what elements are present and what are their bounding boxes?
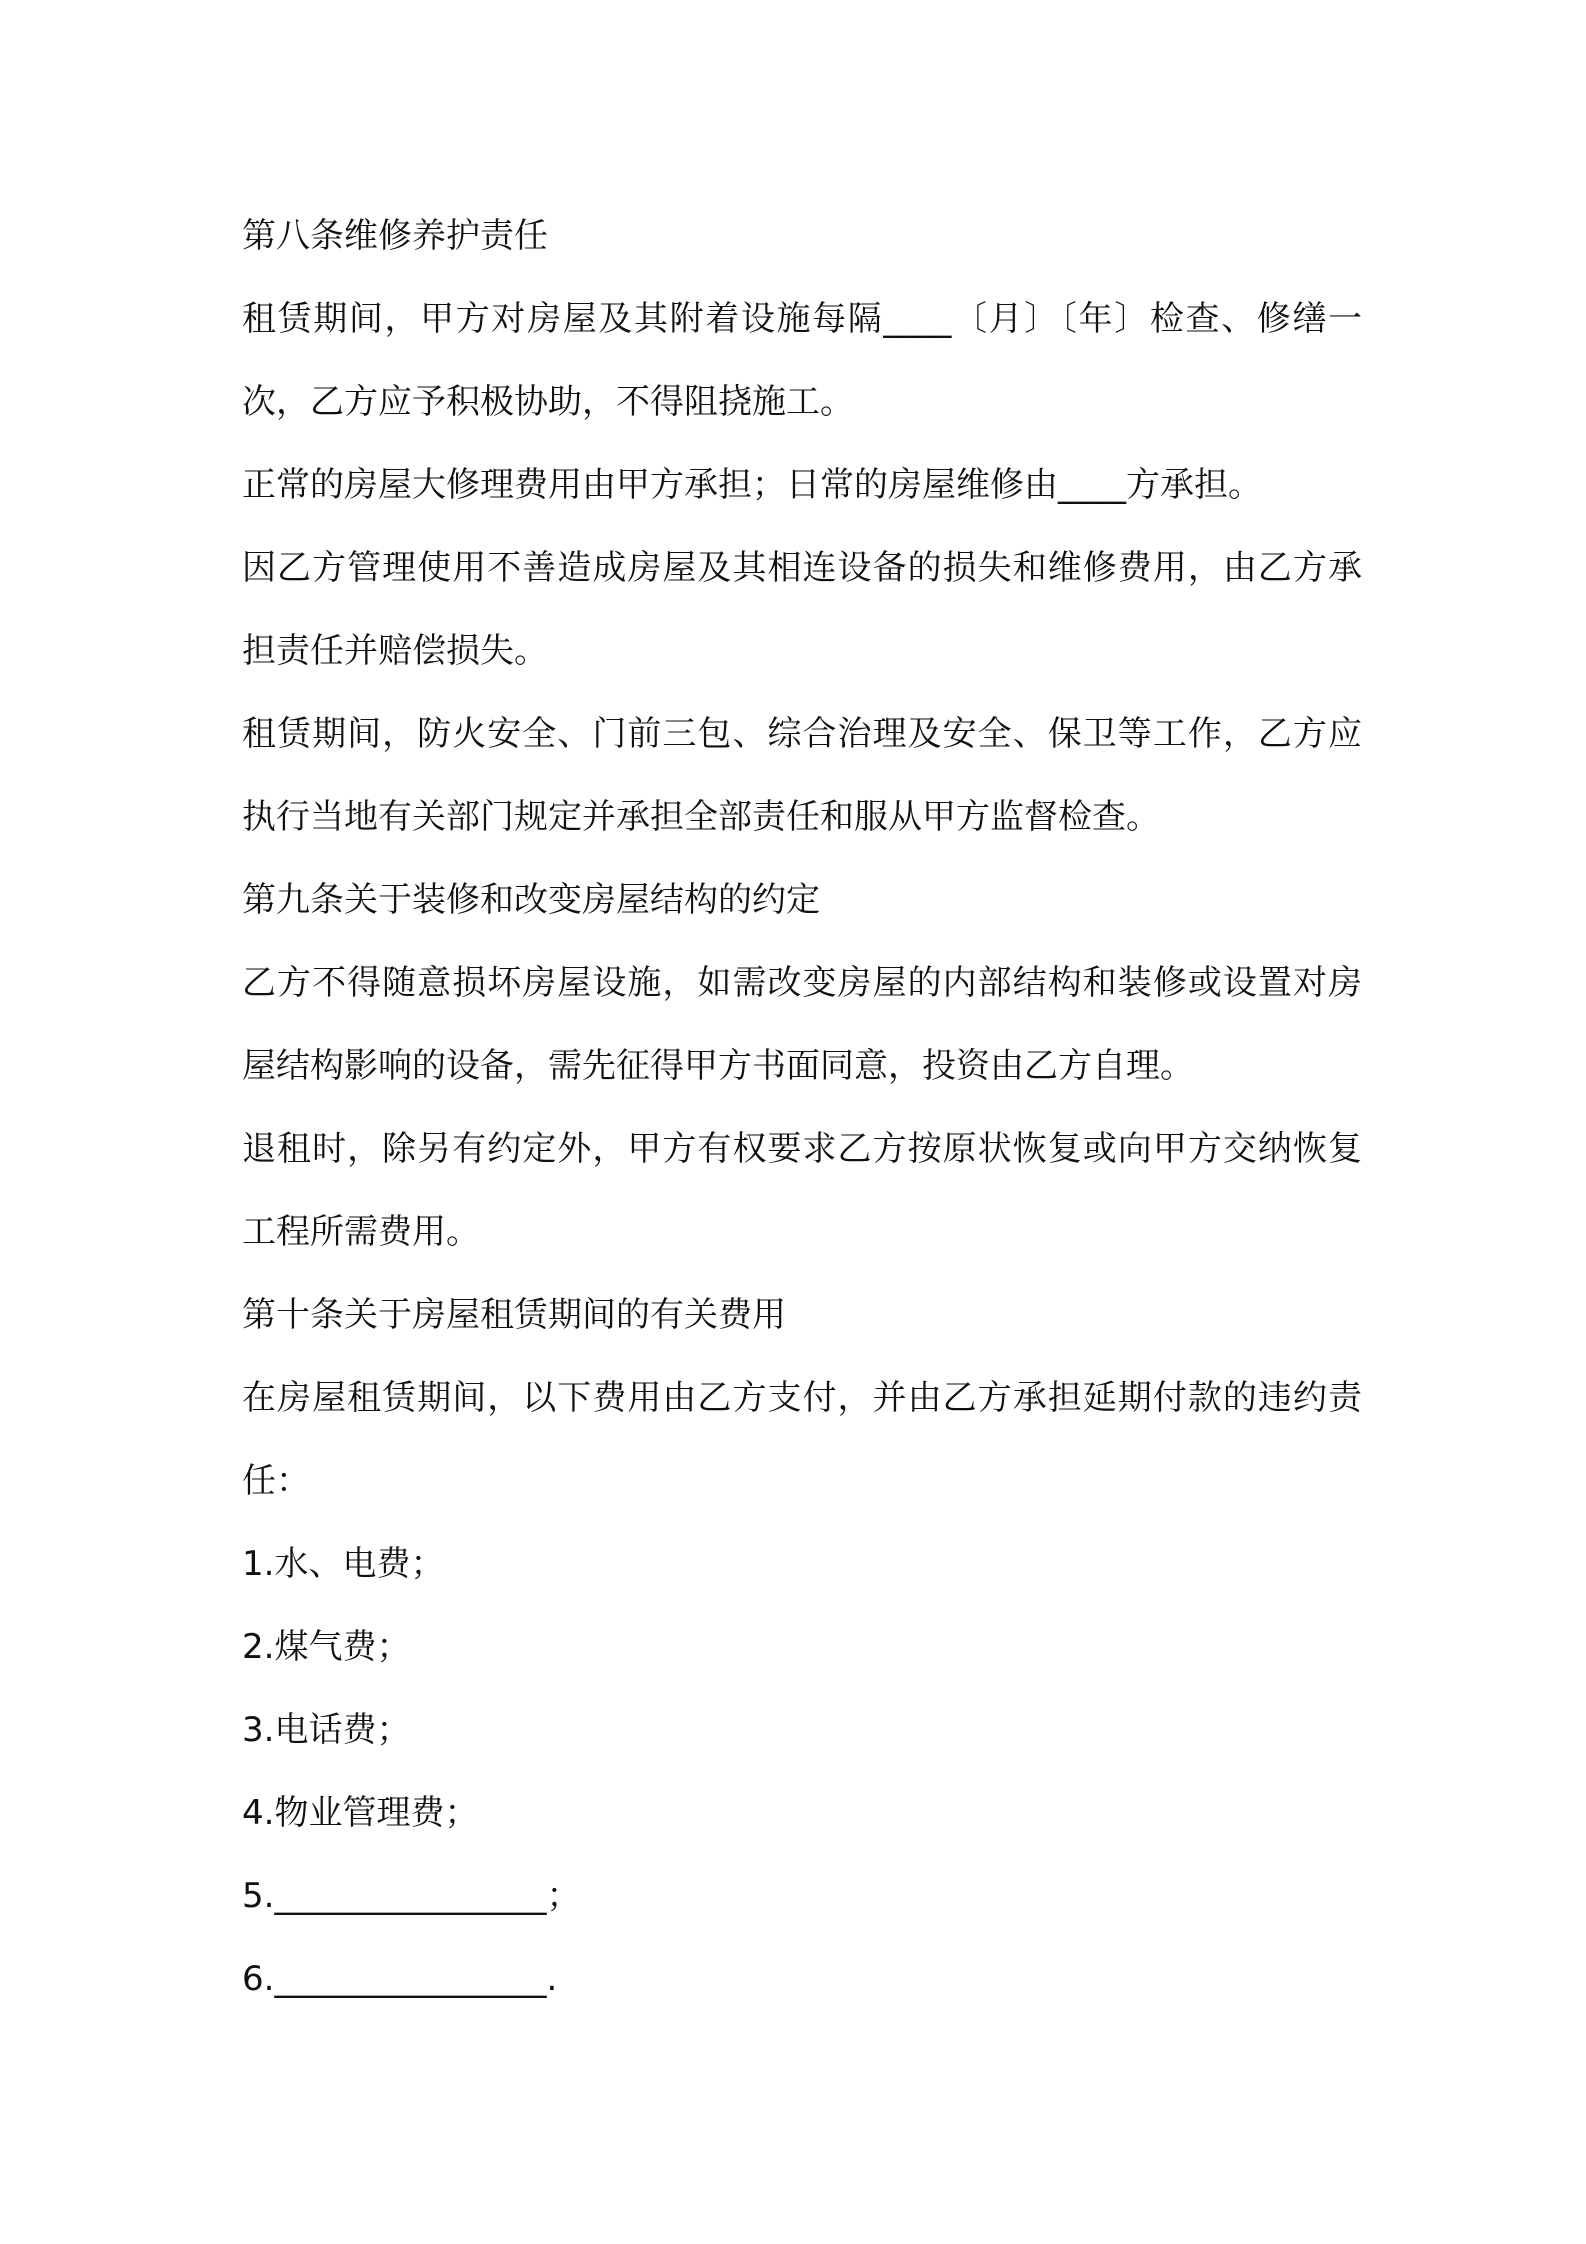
fee-list-item-blank: 6.________________. — [242, 1959, 558, 1999]
article-8-paragraph-safety: 租赁期间，防火安全、门前三包、综合治理及安全、保卫等工作，乙方应执行当地有关部门规定并承担全部责任和服从甲方监督检查。 — [242, 714, 1362, 837]
fee-list-item: 1.水、电费； — [242, 1544, 445, 1584]
article-8-paragraph-damage-liability: 因乙方管理使用不善造成房屋及其相连设备的损失和维修费用，由乙方承担责任并赔偿损失。 — [242, 548, 1362, 671]
fee-list-item: 4.物业管理费； — [242, 1793, 479, 1833]
article-10-heading: 第十条关于房屋租赁期间的有关费用 — [242, 1295, 786, 1335]
article-8-heading: 第八条维修养护责任 — [242, 216, 548, 256]
article-10-paragraph-fees: 在房屋租赁期间，以下费用由乙方支付，并由乙方承担延期付款的违约责任： — [242, 1378, 1362, 1501]
article-9-paragraph-restoration: 退租时，除另有约定外，甲方有权要求乙方按原状恢复或向甲方交纳恢复工程所需费用。 — [242, 1129, 1362, 1252]
fee-list-item: 3.电话费； — [242, 1710, 411, 1750]
article-8-paragraph-repair-costs: 正常的房屋大修理费用由甲方承担；日常的房屋维修由____方承担。 — [242, 465, 1262, 505]
article-9-heading: 第九条关于装修和改变房屋结构的约定 — [242, 880, 820, 920]
fee-list-item-blank: 5.________________； — [242, 1876, 581, 1916]
article-9-paragraph-alterations: 乙方不得随意损坏房屋设施，如需改变房屋的内部结构和装修或设置对房屋结构影响的设备，需先征得甲方书面同意，投资由乙方自理。 — [242, 963, 1362, 1086]
fee-list-item: 2.煤气费； — [242, 1627, 411, 1667]
article-8-paragraph-inspection: 租赁期间，甲方对房屋及其附着设施每隔____〔月〕〔年〕检查、修缮一次，乙方应予积极协助，不得阻挠施工。 — [242, 299, 1362, 422]
document-body — [242, 195, 1362, 2021]
